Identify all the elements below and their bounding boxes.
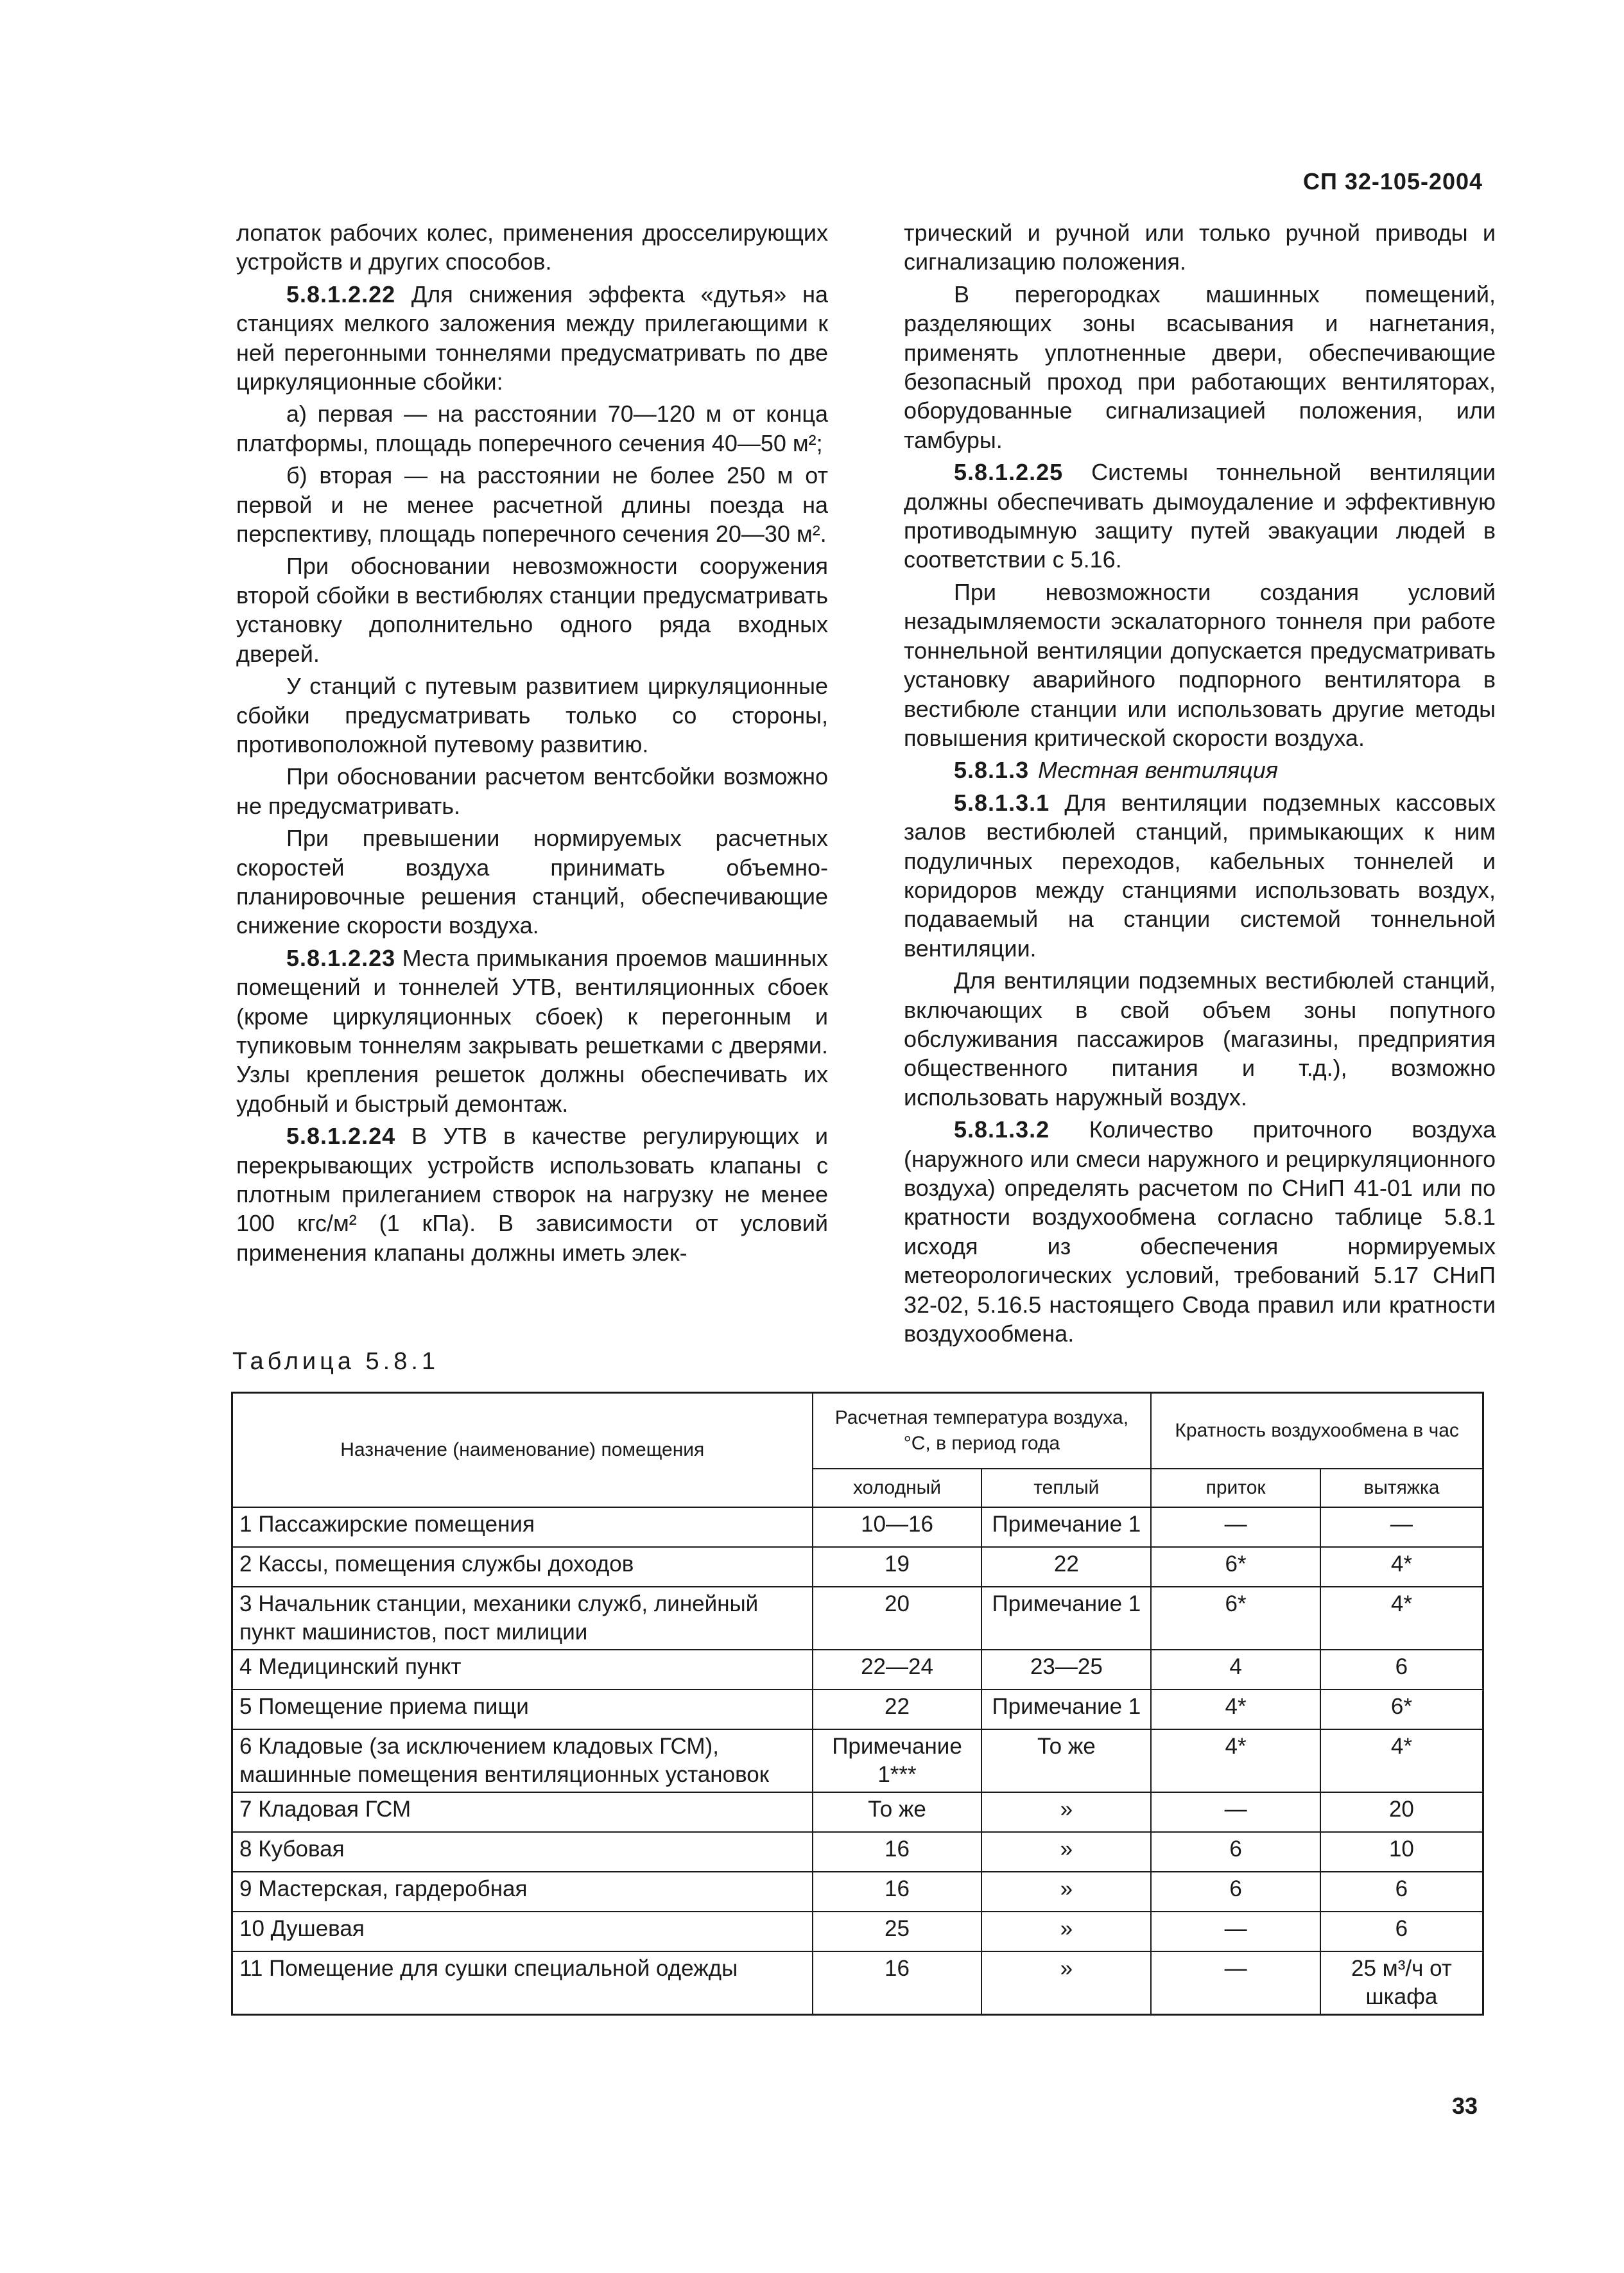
cell-cold-temp: 10—16 [813, 1507, 982, 1547]
cell-room-name: 2 Кассы, помещения службы доходов [232, 1547, 813, 1587]
header-purpose: Назначение (наименование) помещения [232, 1393, 813, 1507]
paragraph-text: У станций с путевым развитием циркуляционные сбойки предусматривать только со стороны, противоположной путевому развитию. [236, 673, 828, 757]
paragraph-text: В УТВ в качестве регулирующих и перекрывающих устройств использовать клапаны с плотным прилеганием створок на нагрузку не менее 100 кгс/м² (1 кПа). В зависимости от условий применения клапаны должны иметь элек- [236, 1123, 828, 1266]
cell-supply-rate: 6* [1151, 1547, 1320, 1587]
paragraph [236, 551, 828, 668]
paragraph-text: Для вентиляции подземных кассовых залов вестибюлей станций, примыкающих к ним подуличных переходов, кабельных тоннелей и коридоров между станциями использовать воздух, подаваемый на станции системой тоннельной вентиляции. [904, 789, 1496, 962]
paragraph [904, 788, 1496, 963]
paragraph-text: б) вторая — на расстоянии не более 250 м от первой и не менее расчетной длины поезда на перспективу, площадь поперечного сечения 20—30 м². [236, 462, 828, 548]
cell-cold-temp: Примечание 1*** [813, 1729, 982, 1792]
table-row [232, 1792, 1483, 1832]
cell-room-name: 10 Душевая [232, 1912, 813, 1951]
cell-warm-temp: » [981, 1792, 1151, 1832]
right-text-column [904, 218, 1496, 1351]
cell-cold-temp: То же [813, 1792, 982, 1832]
document-code: СП 32-105-2004 [1303, 168, 1483, 194]
cell-supply-rate: — [1151, 1792, 1320, 1832]
table-row [232, 1832, 1483, 1872]
clause-number: 5.8.1.3.2 [954, 1116, 1050, 1143]
header-supply: приток [1151, 1469, 1320, 1507]
cell-room-name: 5 Помещение приема пищи [232, 1690, 813, 1729]
paragraph-text: а) первая — на расстоянии 70—120 м от конца платформы, площадь поперечного сечения 40—50 м²; [236, 401, 828, 456]
header-temperature: Расчетная температура воздуха, °С, в период года [813, 1393, 1152, 1469]
cell-cold-temp: 25 [813, 1912, 982, 1951]
cell-exhaust-rate: 25 м³/ч от шкафа [1320, 1951, 1483, 2015]
table-row [232, 1507, 1483, 1547]
table-title: Таблица 5.8.1 [232, 1348, 440, 1375]
cell-room-name: 6 Кладовые (за исключением кладовых ГСМ), машинные помещения вентиляционных установок [232, 1729, 813, 1792]
cell-warm-temp: 23—25 [981, 1650, 1151, 1690]
cell-exhaust-rate: 6* [1320, 1690, 1483, 1729]
cell-cold-temp: 20 [813, 1587, 982, 1650]
table-row [232, 1690, 1483, 1729]
header-air-exchange: Кратность воздухообмена в час [1151, 1393, 1483, 1469]
paragraph [236, 399, 828, 458]
clause-number: 5.8.1.2.24 [286, 1123, 396, 1150]
table-row [232, 1951, 1483, 2015]
cell-exhaust-rate: 6 [1320, 1650, 1483, 1690]
paragraph [236, 671, 828, 759]
cell-exhaust-rate: 20 [1320, 1792, 1483, 1832]
cell-supply-rate: 6* [1151, 1587, 1320, 1650]
cell-warm-temp: Примечание 1 [981, 1690, 1151, 1729]
paragraph [236, 944, 828, 1118]
header-cold: холодный [813, 1469, 982, 1507]
cell-warm-temp: » [981, 1832, 1151, 1872]
cell-room-name: 7 Кладовая ГСМ [232, 1792, 813, 1832]
cell-exhaust-rate: — [1320, 1507, 1483, 1547]
table-row [232, 1547, 1483, 1587]
paragraph [236, 762, 828, 820]
cell-cold-temp: 16 [813, 1832, 982, 1872]
table-row [232, 1872, 1483, 1912]
cell-supply-rate: 6 [1151, 1832, 1320, 1872]
cell-exhaust-rate: 6 [1320, 1912, 1483, 1951]
paragraph-text: лопаток рабочих колес, применения дросселирующих устройств и других способов. [236, 220, 828, 275]
cell-room-name: 9 Мастерская, гардеробная [232, 1872, 813, 1912]
paragraph [904, 1115, 1496, 1348]
paragraph-text: При обосновании невозможности сооружения второй сбойки в вестибюлях станции предусматривать установку дополнительно одного ряда входных дверей. [236, 553, 828, 667]
cell-warm-temp: » [981, 1951, 1151, 2015]
paragraph-text: Для снижения эффекта «дутья» на станциях мелкого заложения между прилегающими к ней перегонными тоннелями предусматривать по две циркуляционные сбойки: [236, 281, 828, 395]
table-row [232, 1587, 1483, 1650]
cell-cold-temp: 16 [813, 1951, 982, 2015]
cell-warm-temp: 22 [981, 1547, 1151, 1587]
paragraph [904, 218, 1496, 277]
cell-cold-temp: 22—24 [813, 1650, 982, 1690]
paragraph [904, 280, 1496, 454]
paragraph-text: В перегородках машинных помещений, разделяющих зоны всасывания и нагнетания, применять уплотненные двери, обеспечивающие безопасный проход при работающих вентиляторах, оборудованные сигнализацией положения, или тамбуры. [904, 281, 1496, 453]
cell-exhaust-rate: 10 [1320, 1832, 1483, 1872]
paragraph-text: трический и ручной или только ручной приводы и сигнализацию положения. [904, 220, 1496, 275]
paragraph [904, 966, 1496, 1112]
page-number: 33 [1452, 2093, 1478, 2119]
cell-room-name: 1 Пассажирские помещения [232, 1507, 813, 1547]
cell-supply-rate: — [1151, 1951, 1320, 2015]
cell-exhaust-rate: 4* [1320, 1547, 1483, 1587]
cell-supply-rate: 4* [1151, 1690, 1320, 1729]
cell-room-name: 8 Кубовая [232, 1832, 813, 1872]
table-row [232, 1912, 1483, 1951]
left-text-column [236, 218, 828, 1270]
paragraph [236, 1121, 828, 1267]
clause-number: 5.8.1.3.1 [954, 789, 1050, 816]
paragraph [236, 824, 828, 940]
paragraph-text: Места примыкания проемов машинных помещений и тоннелей УТВ, вентиляционных сбоек (кроме циркуляционных сбоек) к перегонным и тупиковым тоннелям закрывать решетками с дверями. Узлы крепления решеток должны обеспечивать их удобный и быстрый демонтаж. [236, 944, 828, 1117]
header-exhaust: вытяжка [1320, 1469, 1483, 1507]
cell-supply-rate: 4* [1151, 1729, 1320, 1792]
clause-number: 5.8.1.2.23 [286, 944, 396, 971]
section-title: Местная вентиляция [1038, 757, 1278, 784]
cell-supply-rate: 6 [1151, 1872, 1320, 1912]
cell-supply-rate: — [1151, 1507, 1320, 1547]
cell-warm-temp: » [981, 1872, 1151, 1912]
paragraph-text: При невозможности создания условий незадымляемости эскалаторного тоннеля при работе тоннельной вентиляции допускается предусматривать установку аварийного подпорного вентилятора в вестибюле станции или использовать другие методы повышения критической скорости воздуха. [904, 578, 1496, 751]
header-warm: теплый [981, 1469, 1151, 1507]
cell-warm-temp: Примечание 1 [981, 1507, 1151, 1547]
table-row [232, 1650, 1483, 1690]
ventilation-table [231, 1392, 1484, 2016]
cell-cold-temp: 19 [813, 1547, 982, 1587]
cell-room-name: 4 Медицинский пункт [232, 1650, 813, 1690]
cell-cold-temp: 16 [813, 1872, 982, 1912]
cell-exhaust-rate: 4* [1320, 1729, 1483, 1792]
clause-number: 5.8.1.2.25 [954, 459, 1064, 486]
paragraph-text: Для вентиляции подземных вестибюлей станций, включающих в свой объем зоны попутного обслуживания пассажиров (магазины, предприятия общественного питания и т.д.), возможно использовать наружный воздух. [904, 967, 1496, 1111]
paragraph-text: При обосновании расчетом вентсбойки возможно не предусматривать. [236, 763, 828, 819]
cell-room-name: 11 Помещение для сушки специальной одежды [232, 1951, 813, 2015]
cell-warm-temp: » [981, 1912, 1151, 1951]
paragraph-text: При превышении нормируемых расчетных скоростей воздуха принимать объемно-планировочные решения станций, обеспечивающие снижение скорости воздуха. [236, 825, 828, 939]
cell-exhaust-rate: 6 [1320, 1872, 1483, 1912]
table-row [232, 1729, 1483, 1792]
clause-number: 5.8.1.2.22 [286, 281, 396, 307]
paragraph-text: Системы тоннельной вентиляции должны обеспечивать дымоудаление и эффективную противодымную защиту путей эвакуации людей в соответствии с 5.16. [904, 459, 1496, 573]
cell-supply-rate: 4 [1151, 1650, 1320, 1690]
paragraph [236, 461, 828, 548]
cell-warm-temp: Примечание 1 [981, 1587, 1151, 1650]
cell-cold-temp: 22 [813, 1690, 982, 1729]
paragraph [904, 578, 1496, 752]
paragraph [236, 280, 828, 397]
paragraph [904, 458, 1496, 575]
paragraph [904, 756, 1496, 784]
cell-warm-temp: То же [981, 1729, 1151, 1792]
cell-room-name: 3 Начальник станции, механики служб, линейный пункт машинистов, пост милиции [232, 1587, 813, 1650]
cell-supply-rate: — [1151, 1912, 1320, 1951]
paragraph-text: Количество приточного воздуха (наружного или смеси наружного и рециркуляционного воздуха) определять расчетом по СНиП 41-01 или по кратности воздухообмена согласно таблице 5.8.1 исходя из обеспечения нормируемых метеорологических условий, требований 5.17 СНиП 32-02, 5.16.5 настоящего Свода правил или кратности воздухообмена. [904, 1116, 1496, 1347]
paragraph [236, 218, 828, 277]
clause-number: 5.8.1.3 [954, 757, 1030, 784]
cell-exhaust-rate: 4* [1320, 1587, 1483, 1650]
